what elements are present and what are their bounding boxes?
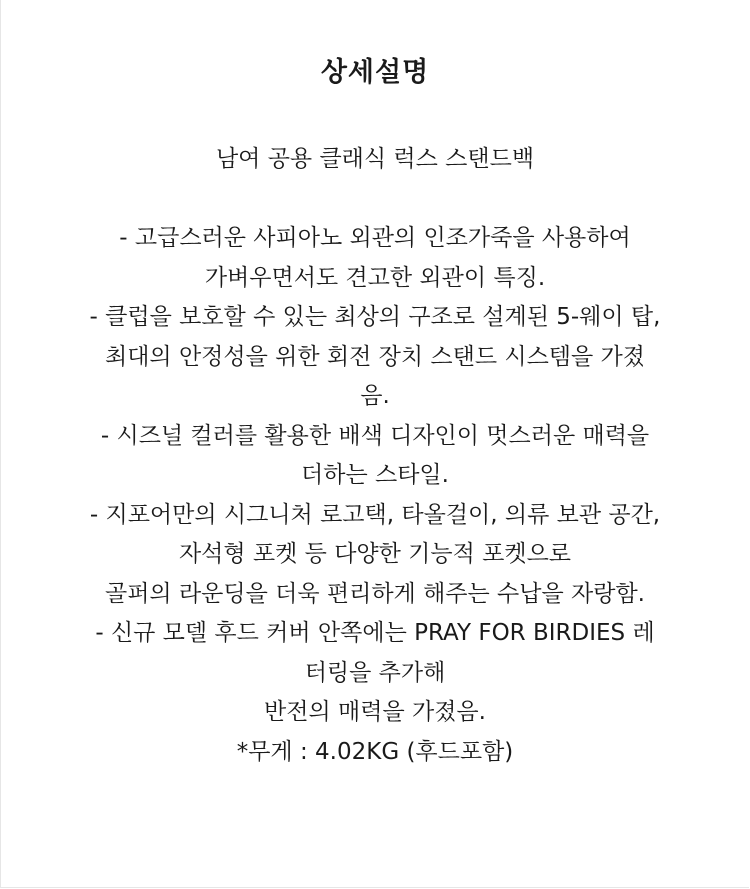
- description-line: 음.: [360, 383, 390, 409]
- description-line: 최대의 안정성을 위한 회전 장치 스탠드 시스템을 가졌: [105, 343, 645, 370]
- description-line: 골퍼의 라운딩을 더욱 편리하게 해주는 수납을 자랑함.: [105, 580, 645, 607]
- description-line: - 시즈널 컬러를 활용한 배색 디자인이 멋스러운 매력을: [100, 422, 650, 449]
- description-line: 가벼우면서도 견고한 외관이 특징.: [204, 264, 546, 291]
- weight-line: *무게 : 4.02KG (후드포함): [236, 738, 514, 765]
- product-subtitle: 남여 공용 클래식 럭스 스탠드백: [215, 146, 535, 172]
- description-block: [21, 140, 729, 772]
- section-title: 상세설명: [320, 57, 430, 88]
- description-line: 터링을 추가해: [304, 659, 446, 686]
- description-line: - 클럽을 보호할 수 있는 최상의 구조로 설계된 5-웨이 탑,: [89, 304, 661, 330]
- description-line: 더하는 스타일.: [301, 462, 449, 488]
- blank-line: [21, 180, 729, 220]
- description-line: - 지포어만의 시그니처 로고택, 타올걸이, 의류 보관 공간,: [89, 501, 661, 528]
- description-line: - 신규 모델 후드 커버 안쪽에는 PRAY FOR BIRDIES 레: [95, 620, 655, 646]
- description-line: 반전의 매력을 가졌음.: [264, 699, 486, 725]
- description-line: 자석형 포켓 등 다양한 기능적 포켓으로: [178, 541, 572, 567]
- description-line: - 고급스러운 사피아노 외관의 인조가죽을 사용하여: [119, 225, 631, 251]
